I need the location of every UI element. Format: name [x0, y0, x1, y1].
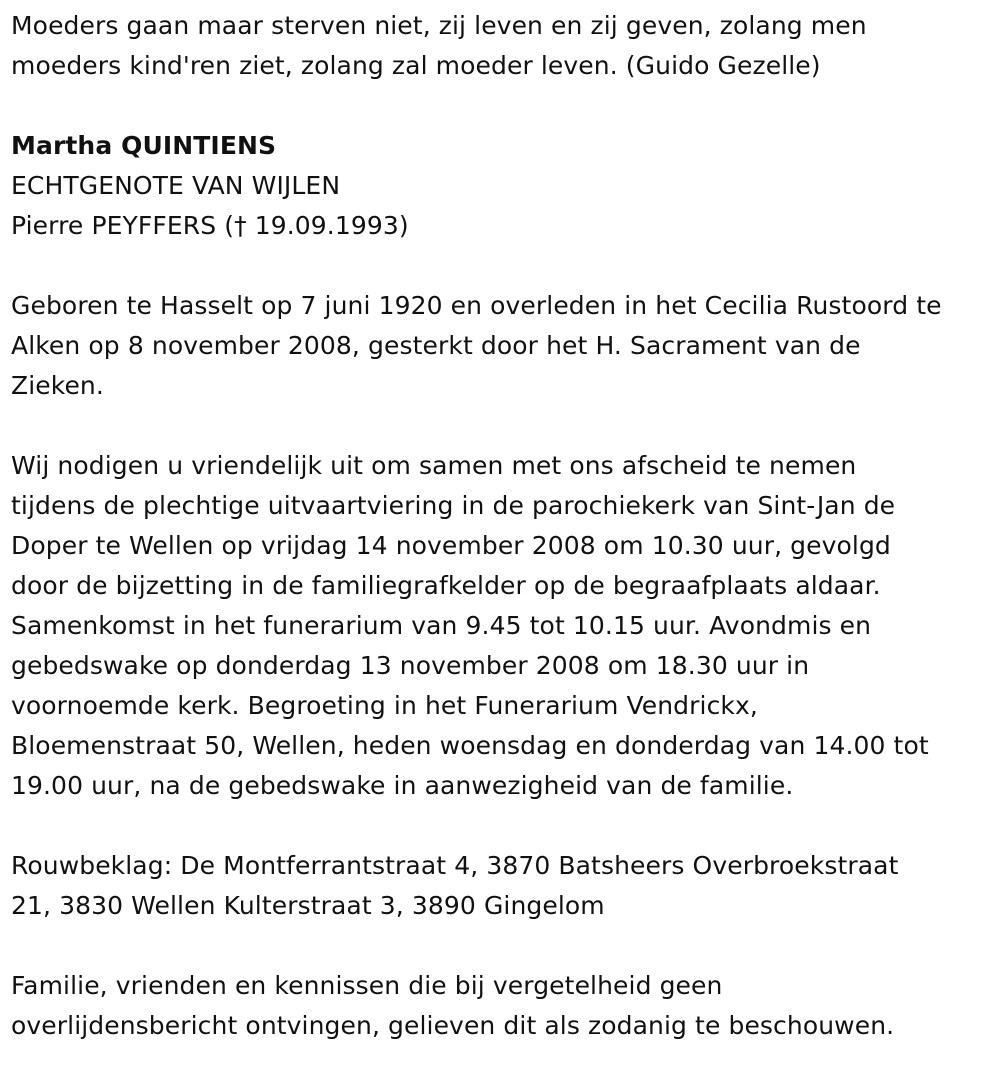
spouse-text: Pierre PEYFFERS († 19.09.1993)	[11, 211, 409, 240]
invitation-block	[11, 446, 1000, 806]
quote-line: moeders kind'ren ziet, zolang zal moeder leven. (Guido Gezelle)	[11, 51, 821, 80]
invitation-line: gebedswake op donderdag 13 november 2008 om 18.30 uur in	[11, 651, 810, 680]
condolences-block	[11, 846, 1000, 926]
closing-block	[11, 966, 1000, 1046]
spacer	[11, 246, 1000, 286]
invitation-line: door de bijzetting in de familiegrafkelder op de begraafplaats aldaar.	[11, 571, 881, 600]
birth-death-line: Geboren te Hasselt op 7 juni 1920 en overleden in het Cecilia Rustoord te	[11, 291, 942, 320]
quote-line: Moeders gaan maar sterven niet, zij leven en zij geven, zolang men	[11, 11, 867, 40]
birth-death-line: Alken op 8 november 2008, gesterkt door het H. Sacrament van de	[11, 331, 861, 360]
invitation-line: Doper te Wellen op vrijdag 14 november 2008 om 10.30 uur, gevolgd	[11, 531, 891, 560]
invitation-line: Samenkomst in het funerarium van 9.45 tot 10.15 uur. Avondmis en	[11, 611, 872, 640]
deceased-block	[11, 126, 1000, 246]
invitation-line: Wij nodigen u vriendelijk uit om samen met ons afscheid te nemen	[11, 451, 857, 480]
relation-text: ECHTGENOTE VAN WIJLEN	[11, 171, 341, 200]
spacer	[11, 406, 1000, 446]
quote-block	[11, 6, 1000, 86]
closing-line: Familie, vrienden en kennissen die bij vergetelheid geen	[11, 971, 723, 1000]
spacer	[11, 806, 1000, 846]
condolences-line: Rouwbeklag: De Montferrantstraat 4, 3870 Batsheers Overbroekstraat	[11, 851, 899, 880]
invitation-line: tijdens de plechtige uitvaartviering in de parochiekerk van Sint-Jan de	[11, 491, 896, 520]
spacer	[11, 86, 1000, 126]
birth-death-block	[11, 286, 1000, 406]
invitation-line: voornoemde kerk. Begroeting in het Funerarium Vendrickx,	[11, 691, 758, 720]
deceased-name: Martha QUINTIENS	[11, 131, 277, 160]
birth-death-line: Zieken.	[11, 371, 104, 400]
closing-line: overlijdensbericht ontvingen, gelieven dit als zodanig te beschouwen.	[11, 1011, 895, 1040]
condolences-line: 21, 3830 Wellen Kulterstraat 3, 3890 Gingelom	[11, 891, 605, 920]
invitation-line: 19.00 uur, na de gebedswake in aanwezigheid van de familie.	[11, 771, 794, 800]
invitation-line: Bloemenstraat 50, Wellen, heden woensdag en donderdag van 14.00 tot	[11, 731, 929, 760]
spacer	[11, 926, 1000, 966]
